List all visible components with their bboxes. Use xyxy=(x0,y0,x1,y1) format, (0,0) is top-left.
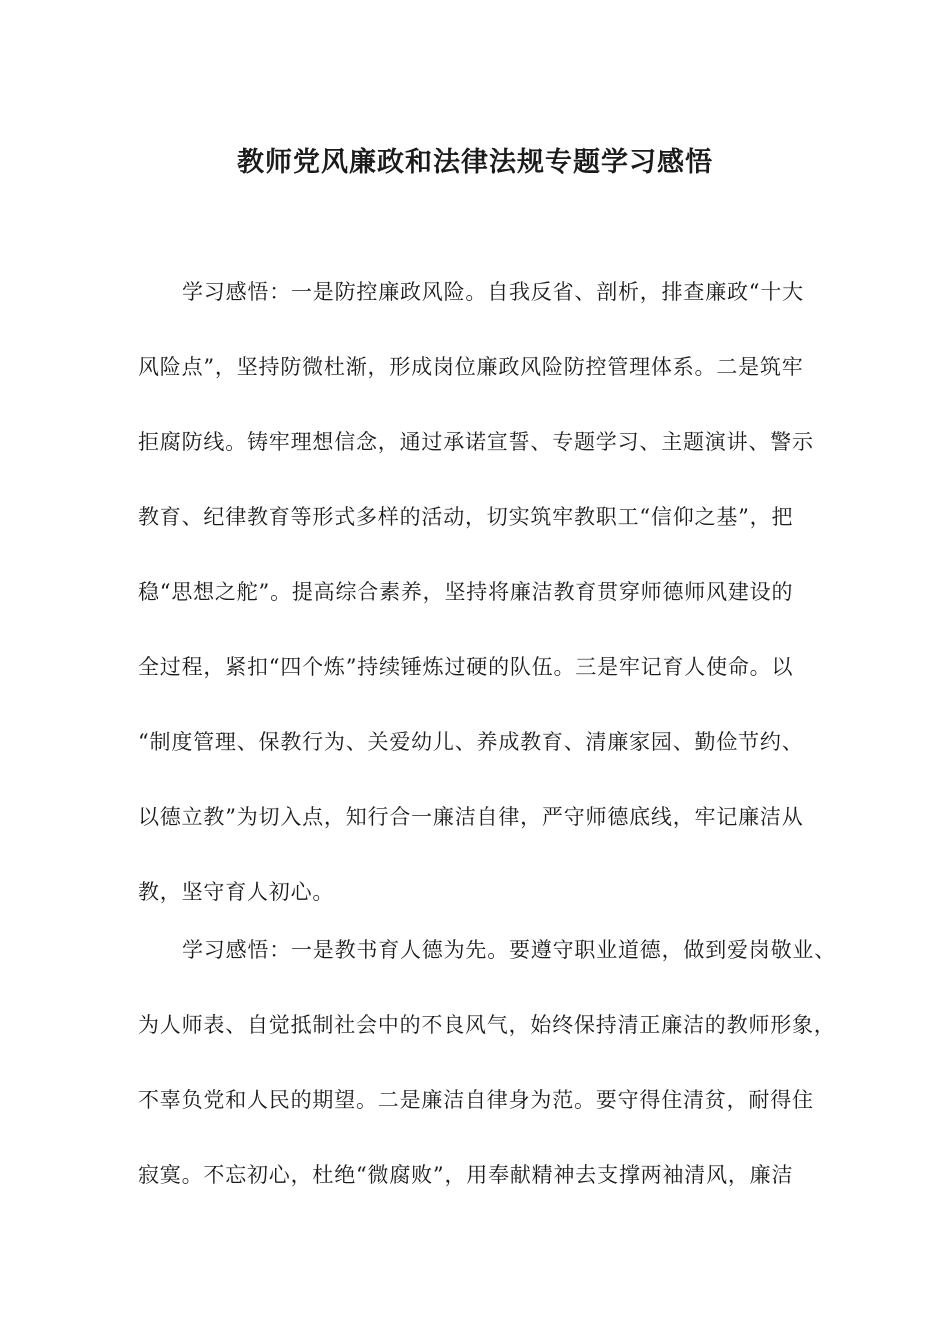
document-title: 教师党风廉政和法律法规专题学习感悟 xyxy=(237,147,713,178)
paragraph-1-line-4: 教育、纪律教育等形式多样的活动，切实筑牢教职工“信仰之基”，把 xyxy=(138,505,794,529)
paragraph-2-line-3: 不辜负党和人民的期望。二是廉洁自律身为范。要守得住清贫，耐得住 xyxy=(138,1088,814,1112)
paragraph-1-line-8: 以德立教”为切入点，知行合一廉洁自律，严守师德底线，牢记廉洁从 xyxy=(138,805,804,829)
paragraph-2-line-2: 为人师表、自觉抵制社会中的不良风气，始终保持清正廉洁的教师形象， xyxy=(138,1013,836,1037)
paragraph-1-line-1: 学习感悟：一是防控廉政风险。自我反省、剖析，排查廉政“十大 xyxy=(182,280,804,304)
paragraph-1-line-3: 拒腐防线。铸牢理想信念，通过承诺宣誓、专题学习、主题演讲、警示 xyxy=(138,430,814,454)
paragraph-1-line-5: 稳“思想之舵”。提高综合素养，坚持将廉洁教育贯穿师德师风建设的 xyxy=(138,580,794,604)
paragraph-1-line-2: 风险点”，坚持防微杜渐，形成岗位廉政风险防控管理体系。二是筑牢 xyxy=(138,355,804,379)
paragraph-1-line-6: 全过程，紧扣“四个炼”持续锤炼过硬的队伍。三是牢记育人使命。以 xyxy=(138,655,794,679)
paragraph-2-line-1: 学习感悟：一是教书育人德为先。要遵守职业道德，做到爱岗敬业、 xyxy=(182,938,836,962)
paragraph-2-line-4: 寂寞。不忘初心，杜绝“微腐败”，用奉献精神去支撑两袖清风，廉洁 xyxy=(138,1163,794,1187)
paragraph-1-line-7: “制度管理、保教行为、关爱幼儿、养成教育、清廉家园、勤俭节约、 xyxy=(138,730,804,754)
paragraph-1-line-9: 教，坚守育人初心。 xyxy=(138,880,335,904)
